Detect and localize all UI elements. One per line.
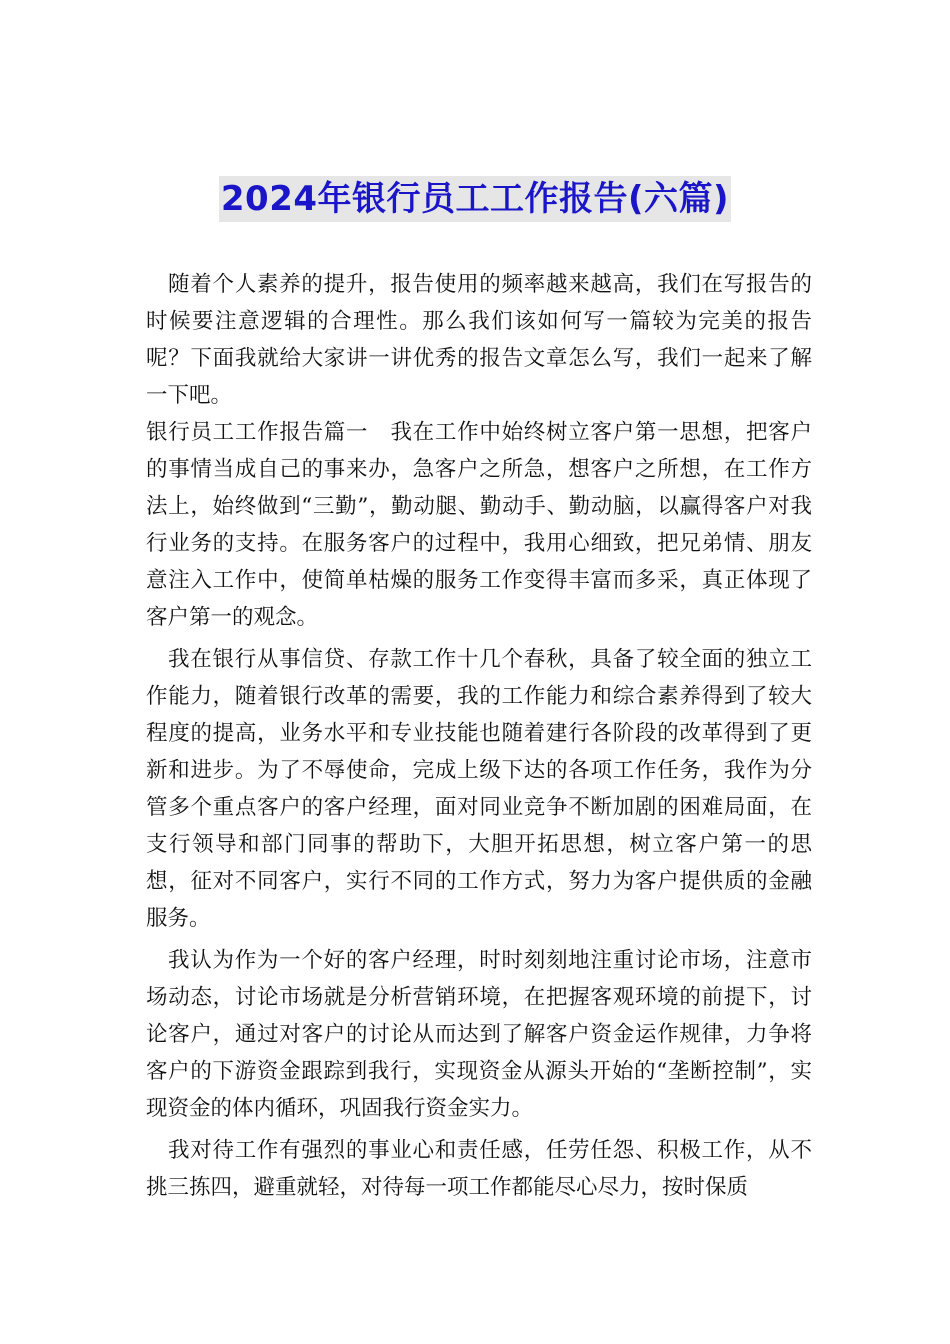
document-title: 2024年银行员工工作报告(六篇) xyxy=(219,176,731,222)
section-one-paragraph: 银行员工工作报告篇一 我在工作中始终树立客户第一思想，把客户的事情当成自己的事来办，急客户之所急，想客户之所想，在工作方法上，始终做到“三勤”，勤动腿、勤动手、勤动脑，以赢得客户对我行业务的支持。在服务客户的过程中，我用心细致，把兄弟情、朋友意注入工作中，使简单枯燥的服务工作变得丰富而多采，真正体现了客户第一的观念。 xyxy=(146,420,812,630)
intro-paragraph: 随着个人素养的提升，报告使用的频率越来越高，我们在写报告的时候要注意逻辑的合理性。那么我们该如何写一篇较为完美的报告呢？下面我就给大家讲一讲优秀的报告文章怎么写，我们一起来了解一下吧。 xyxy=(146,272,812,408)
body-paragraph: 我在银行从事信贷、存款工作十几个春秋，具备了较全面的独立工作能力，随着银行改革的需要，我的工作能力和综合素养得到了较大程度的提高，业务水平和专业技能也随着建行各阶段的改革得到了更新和进步。为了不辱使命，完成上级下达的各项工作任务，我作为分管多个重点客户的客户经理，面对同业竞争不断加剧的困难局面，在支行领导和部门同事的帮助下，大胆开拓思想，树立客户第一的思想，征对不同客户，实行不同的工作方式，努力为客户提供质的金融服务。 xyxy=(146,647,812,931)
body-paragraph: 我对待工作有强烈的事业心和责任感，任劳任怨、积极工作，从不挑三拣四，避重就轻，对待每一项工作都能尽心尽力，按时保质 xyxy=(146,1138,812,1200)
document-body xyxy=(146,266,812,1206)
body-paragraph: 我认为作为一个好的客户经理，时时刻刻地注重讨论市场，注意市场动态，讨论市场就是分析营销环境，在把握客观环境的前提下，讨论客户，通过对客户的讨论从而达到了解客户资金运作规律，力争将客户的下游资金跟踪到我行，实现资金从源头开始的“垄断控制”，实现资金的体内循环，巩固我行资金实力。 xyxy=(146,948,812,1121)
title-container xyxy=(0,176,950,222)
